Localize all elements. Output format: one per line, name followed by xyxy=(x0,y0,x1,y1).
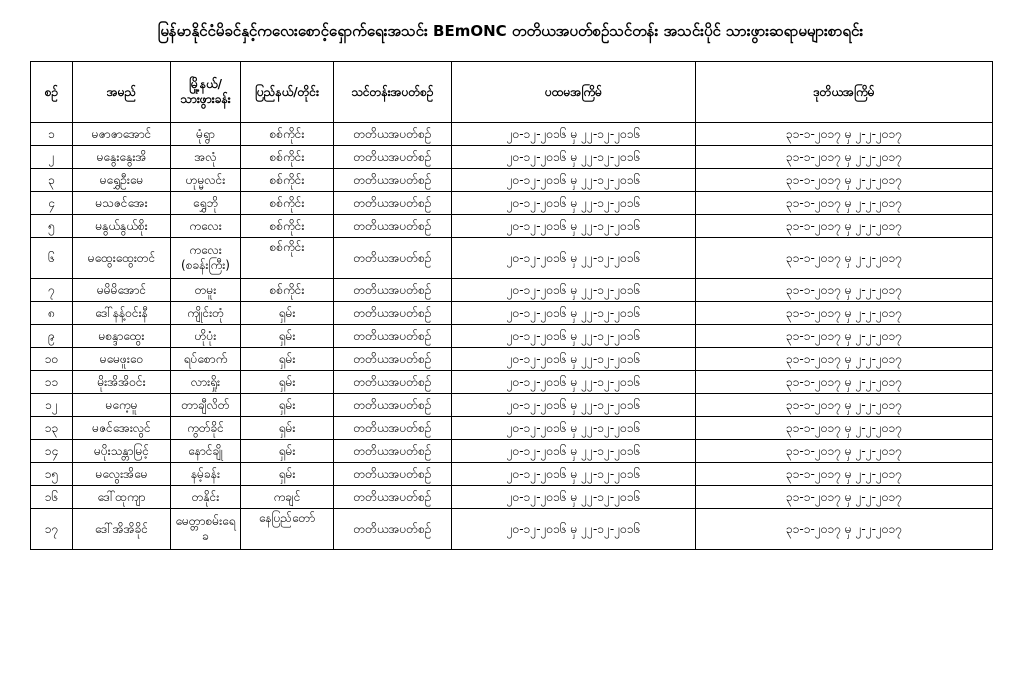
cell-first: ၂၀-၁၂-၂၀၁၆ မှ ၂၂-၁၂-၂၀၁၆ xyxy=(452,440,696,463)
cell-name: မနွေးနွေးအိ xyxy=(73,146,171,169)
cell-no: ၁၆ xyxy=(31,486,73,509)
page-title: မြန်မာနိုင်ငံမိခင်နှင့်ကလေးစောင့်ရှောက်ရေးအသင်း BEmONC တတိယအပတ်စဉ်သင်တန်း အသင်းပိုင် သားဖွားဆရာမများစာရင်း xyxy=(157,22,864,40)
table-row xyxy=(31,325,993,348)
cell-township: တာချီလိတ် xyxy=(171,394,241,417)
cell-batch: တတိယအပတ်စဉ် xyxy=(334,215,452,238)
cell-region: စစ်ကိုင်း xyxy=(241,123,334,146)
cell-township: မုံရွာ xyxy=(171,123,241,146)
cell-township: တမူး xyxy=(171,279,241,302)
cell-batch: တတိယအပတ်စဉ် xyxy=(334,463,452,486)
header-row xyxy=(31,62,993,123)
cell-second: ၃၁-၁-၂၀၁၇ မှ ၂-၂-၂၀၁၇ xyxy=(696,192,993,215)
header-no: စဉ် xyxy=(31,62,73,123)
cell-township: ဟုမ္မလင်း xyxy=(171,169,241,192)
cell-region: ရှမ်း xyxy=(241,394,334,417)
cell-name: မလွေးအိမေ xyxy=(73,463,171,486)
cell-second: ၃၁-၁-၂၀၁၇ မှ ၂-၂-၂၀၁၇ xyxy=(696,169,993,192)
cell-batch: တတိယအပတ်စဉ် xyxy=(334,509,452,550)
cell-batch: တတိယအပတ်စဉ် xyxy=(334,123,452,146)
cell-batch: တတိယအပတ်စဉ် xyxy=(334,302,452,325)
table-row xyxy=(31,417,993,440)
cell-first: ၂၀-၁၂-၂၀၁၆ မှ ၂၂-၁၂-၂၀၁၆ xyxy=(452,238,696,279)
cell-township: နမ့်ခန်း xyxy=(171,463,241,486)
cell-batch: တတိယအပတ်စဉ် xyxy=(334,192,452,215)
cell-name: မဇာဇာအောင် xyxy=(73,123,171,146)
cell-region: ရှမ်း xyxy=(241,417,334,440)
header-batch: သင်တန်းအပတ်စဉ် xyxy=(334,62,452,123)
cell-second: ၃၁-၁-၂၀၁၇ မှ ၂-၂-၂၀၁၇ xyxy=(696,348,993,371)
table-row xyxy=(31,123,993,146)
cell-first: ၂၀-၁၂-၂၀၁၆ မှ ၂၂-၁၂-၂၀၁၆ xyxy=(452,394,696,417)
header-township: မြို့နယ်/သားဖွားခန်း xyxy=(171,62,241,123)
cell-region: ရှမ်း xyxy=(241,371,334,394)
cell-township: လားရှိုး xyxy=(171,371,241,394)
cell-batch: တတိယအပတ်စဉ် xyxy=(334,169,452,192)
cell-second: ၃၁-၁-၂၀၁၇ မှ ၂-၂-၂၀၁၇ xyxy=(696,509,993,550)
cell-second: ၃၁-၁-၂၀၁၇ မှ ၂-၂-၂၀၁၇ xyxy=(696,417,993,440)
table-row xyxy=(31,394,993,417)
cell-no: ၁၂ xyxy=(31,394,73,417)
cell-name: မမိမိအောင် xyxy=(73,279,171,302)
cell-township: နောင်ချို xyxy=(171,440,241,463)
cell-township: ရွှေဘို xyxy=(171,192,241,215)
cell-first: ၂၀-၁၂-၂၀၁၆ မှ ၂၂-၁၂-၂၀၁၆ xyxy=(452,169,696,192)
cell-first: ၂၀-၁၂-၂၀၁၆ မှ ၂၂-၁၂-၂၀၁၆ xyxy=(452,463,696,486)
cell-no: ၁၁ xyxy=(31,371,73,394)
cell-name: မမေဖူးဝေ xyxy=(73,348,171,371)
cell-township: ကလေး (စခန်းကြီး) xyxy=(171,238,241,279)
table-row xyxy=(31,509,993,550)
cell-batch: တတိယအပတ်စဉ် xyxy=(334,348,452,371)
cell-batch: တတိယအပတ်စဉ် xyxy=(334,440,452,463)
cell-region: နေပြည်တော် xyxy=(241,509,334,550)
cell-first: ၂၀-၁၂-၂၀၁၆ မှ ၂၂-၁၂-၂၀၁၆ xyxy=(452,371,696,394)
cell-batch: တတိယအပတ်စဉ် xyxy=(334,279,452,302)
cell-second: ၃၁-၁-၂၀၁၇ မှ ၂-၂-၂၀၁၇ xyxy=(696,394,993,417)
table-row xyxy=(31,146,993,169)
cell-name: မစန္ဒာထွေး xyxy=(73,325,171,348)
cell-batch: တတိယအပတ်စဉ် xyxy=(334,486,452,509)
cell-name: မဇင်အေးလွင် xyxy=(73,417,171,440)
cell-second: ၃၁-၁-၂၀၁၇ မှ ၂-၂-၂၀၁၇ xyxy=(696,325,993,348)
cell-township: တနိုင်း xyxy=(171,486,241,509)
cell-no: ၁၃ xyxy=(31,417,73,440)
cell-no: ၈ xyxy=(31,302,73,325)
cell-first: ၂၀-၁၂-၂၀၁၆ မှ ၂၂-၁၂-၂၀၁၆ xyxy=(452,509,696,550)
cell-name: မပိုးသန္တာမြင့် xyxy=(73,440,171,463)
cell-no: ၉ xyxy=(31,325,73,348)
cell-name: မိုးအိအိဝင်း xyxy=(73,371,171,394)
cell-name: ဒေါ်ထုကျာ xyxy=(73,486,171,509)
cell-no: ၁၀ xyxy=(31,348,73,371)
cell-region: စစ်ကိုင်း xyxy=(241,146,334,169)
cell-township: ကလေး xyxy=(171,215,241,238)
cell-region: ရှမ်း xyxy=(241,440,334,463)
cell-no: ၁ xyxy=(31,123,73,146)
cell-region: စစ်ကိုင်း xyxy=(241,192,334,215)
cell-second: ၃၁-၁-၂၀၁၇ မှ ၂-၂-၂၀၁၇ xyxy=(696,371,993,394)
cell-batch: တတိယအပတ်စဉ် xyxy=(334,325,452,348)
table-row xyxy=(31,486,993,509)
table-row xyxy=(31,371,993,394)
cell-region: စစ်ကိုင်း xyxy=(241,279,334,302)
cell-no: ၃ xyxy=(31,169,73,192)
cell-second: ၃၁-၁-၂၀၁၇ မှ ၂-၂-၂၀၁၇ xyxy=(696,302,993,325)
cell-township: မေတ္တာစမ်းရေ ခ xyxy=(171,509,241,550)
cell-township: ကွတ်ခိုင် xyxy=(171,417,241,440)
cell-region: ရှမ်း xyxy=(241,348,334,371)
cell-batch: တတိယအပတ်စဉ် xyxy=(334,371,452,394)
table-row xyxy=(31,238,993,279)
cell-second: ၃၁-၁-၂၀၁၇ မှ ၂-၂-၂၀၁၇ xyxy=(696,238,993,279)
cell-name: မနွယ်နွယ်စိုး xyxy=(73,215,171,238)
trainee-table xyxy=(30,61,993,550)
cell-second: ၃၁-၁-၂၀၁၇ မှ ၂-၂-၂၀၁၇ xyxy=(696,215,993,238)
cell-no: ၂ xyxy=(31,146,73,169)
table-row xyxy=(31,169,993,192)
cell-second: ၃၁-၁-၂၀၁၇ မှ ၂-၂-၂၀၁၇ xyxy=(696,279,993,302)
table-row xyxy=(31,302,993,325)
header-region: ပြည်နယ်/တိုင်း xyxy=(241,62,334,123)
header-first: ပထမအကြိမ် xyxy=(452,62,696,123)
cell-region: ကချင် xyxy=(241,486,334,509)
cell-second: ၃၁-၁-၂၀၁၇ မှ ၂-၂-၂၀၁၇ xyxy=(696,146,993,169)
cell-batch: တတိယအပတ်စဉ် xyxy=(334,146,452,169)
cell-second: ၃၁-၁-၂၀၁၇ မှ ၂-၂-၂၀၁၇ xyxy=(696,440,993,463)
cell-batch: တတိယအပတ်စဉ် xyxy=(334,417,452,440)
cell-no: ၄ xyxy=(31,192,73,215)
cell-name: ဒေါ်အိအိခိုင် xyxy=(73,509,171,550)
table-row xyxy=(31,440,993,463)
table-row xyxy=(31,348,993,371)
cell-first: ၂၀-၁၂-၂၀၁၆ မှ ၂၂-၁၂-၂၀၁၆ xyxy=(452,123,696,146)
cell-name: မကေ့မူ xyxy=(73,394,171,417)
cell-no: ၆ xyxy=(31,238,73,279)
cell-no: ၇ xyxy=(31,279,73,302)
cell-name: ဒေါ်နန့်ဝင်းနီ xyxy=(73,302,171,325)
cell-no: ၁၄ xyxy=(31,440,73,463)
table-row xyxy=(31,192,993,215)
cell-township: အလုံ xyxy=(171,146,241,169)
cell-first: ၂၀-၁၂-၂၀၁၆ မှ ၂၂-၁၂-၂၀၁၆ xyxy=(452,279,696,302)
cell-region: ရှမ်း xyxy=(241,302,334,325)
cell-second: ၃၁-၁-၂၀၁၇ မှ ၂-၂-၂၀၁၇ xyxy=(696,123,993,146)
cell-name: မရွှေဦးမေ xyxy=(73,169,171,192)
cell-region: စစ်ကိုင်း xyxy=(241,169,334,192)
table-row xyxy=(31,215,993,238)
cell-first: ၂၀-၁၂-၂၀၁၆ မှ ၂၂-၁၂-၂၀၁၆ xyxy=(452,417,696,440)
cell-first: ၂၀-၁၂-၂၀၁၆ မှ ၂၂-၁၂-၂၀၁၆ xyxy=(452,486,696,509)
cell-township: ရပ်စောက် xyxy=(171,348,241,371)
cell-second: ၃၁-၁-၂၀၁၇ မှ ၂-၂-၂၀၁၇ xyxy=(696,463,993,486)
cell-region: စစ်ကိုင်း xyxy=(241,215,334,238)
cell-no: ၁၇ xyxy=(31,509,73,550)
cell-no: ၅ xyxy=(31,215,73,238)
cell-first: ၂၀-၁၂-၂၀၁၆ မှ ၂၂-၁၂-၂၀၁၆ xyxy=(452,215,696,238)
cell-township: ဟိုပုံး xyxy=(171,325,241,348)
cell-first: ၂၀-၁၂-၂၀၁၆ မှ ၂၂-၁၂-၂၀၁၆ xyxy=(452,302,696,325)
cell-first: ၂၀-၁၂-၂၀၁၆ မှ ၂၂-၁၂-၂၀၁၆ xyxy=(452,192,696,215)
table-row xyxy=(31,463,993,486)
cell-first: ၂၀-၁၂-၂၀၁၆ မှ ၂၂-၁၂-၂၀၁၆ xyxy=(452,325,696,348)
header-name: အမည် xyxy=(73,62,171,123)
cell-batch: တတိယအပတ်စဉ် xyxy=(334,394,452,417)
table-row xyxy=(31,279,993,302)
cell-township: ကျိုင်းတုံ xyxy=(171,302,241,325)
cell-name: မထွေးထွေးတင် xyxy=(73,238,171,279)
cell-no: ၁၅ xyxy=(31,463,73,486)
cell-region: ရှမ်း xyxy=(241,325,334,348)
cell-second: ၃၁-၁-၂၀၁၇ မှ ၂-၂-၂၀၁၇ xyxy=(696,486,993,509)
cell-name: မသဇင်အေး xyxy=(73,192,171,215)
cell-batch: တတိယအပတ်စဉ် xyxy=(334,238,452,279)
cell-region: စစ်ကိုင်း xyxy=(241,238,334,279)
cell-first: ၂၀-၁၂-၂၀၁၆ မှ ၂၂-၁၂-၂၀၁၆ xyxy=(452,348,696,371)
cell-region: ရှမ်း xyxy=(241,463,334,486)
cell-first: ၂၀-၁၂-၂၀၁၆ မှ ၂၂-၁၂-၂၀၁၆ xyxy=(452,146,696,169)
header-second: ဒုတိယအကြိမ် xyxy=(696,62,993,123)
